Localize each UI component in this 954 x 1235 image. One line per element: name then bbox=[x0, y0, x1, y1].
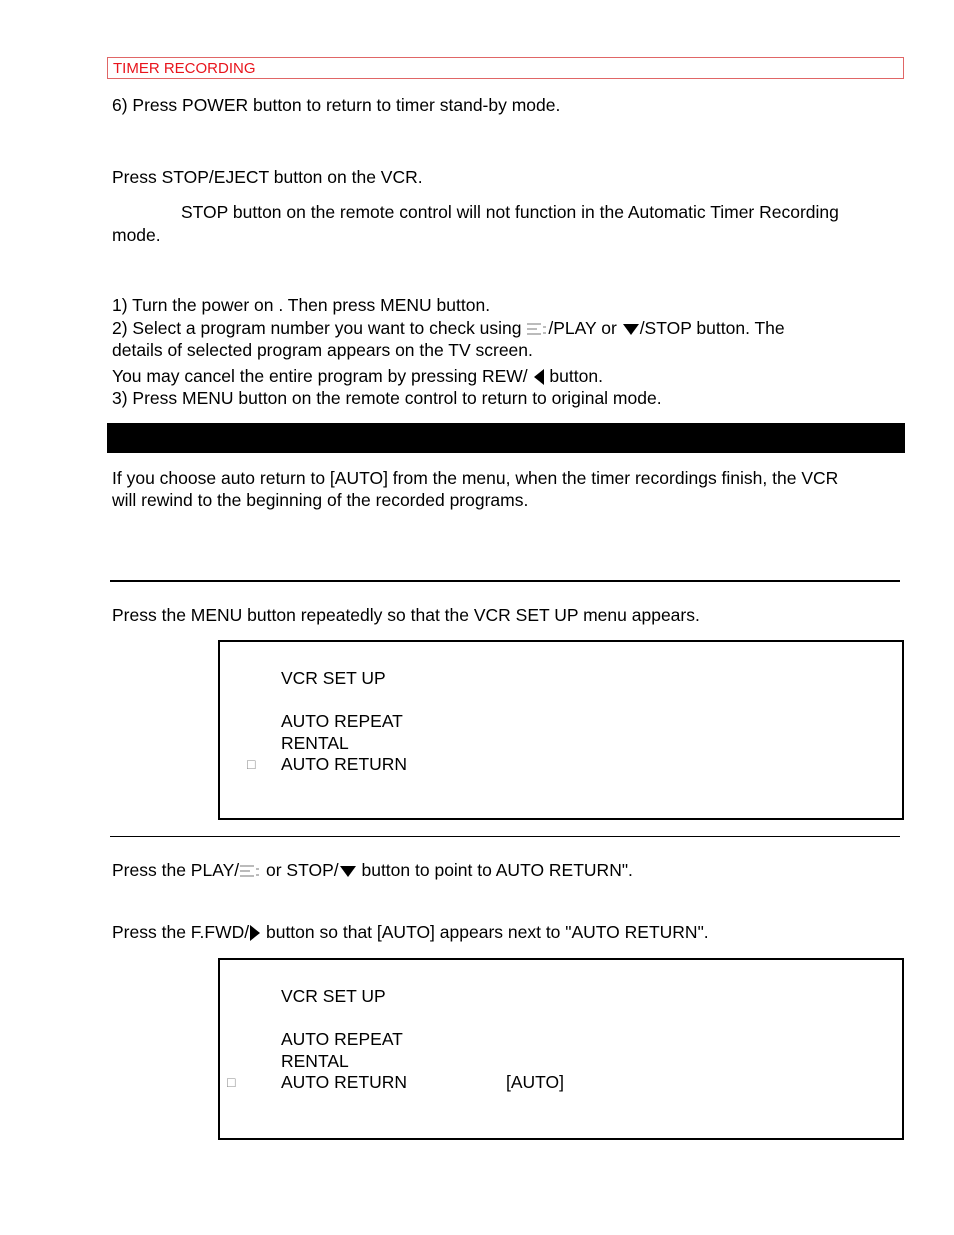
down-triangle-icon bbox=[622, 322, 640, 336]
play-icon bbox=[239, 862, 261, 880]
check-step-3: 3) Press MENU button on the remote control to return to original mode. bbox=[112, 388, 662, 408]
menu-2-item-auto-return: AUTO RETURN bbox=[281, 1072, 408, 1092]
divider-line bbox=[110, 580, 900, 582]
auto-return-step-3-a: Press the F.FWD/ bbox=[112, 922, 250, 942]
cancel-instruction: Press STOP/EJECT button on the VCR. bbox=[112, 167, 423, 187]
check-step-2-line-2: details of selected program appears on the TV screen. bbox=[112, 340, 533, 360]
menu-2-item-auto-repeat: AUTO REPEAT bbox=[281, 1029, 403, 1049]
cancel-program-a: You may cancel the entire program by pressing REW/ bbox=[112, 366, 528, 386]
auto-return-step-1: Press the MENU button repeatedly so that the VCR SET UP menu appears. bbox=[112, 605, 700, 625]
right-triangle-icon bbox=[249, 924, 261, 942]
section-divider-bar bbox=[107, 423, 905, 453]
auto-return-para-2: will rewind to the beginning of the recorded programs. bbox=[112, 490, 529, 510]
menu-1-item-auto-return: AUTO RETURN bbox=[281, 754, 408, 774]
play-icon bbox=[526, 320, 548, 338]
auto-return-step-3 bbox=[112, 921, 709, 943]
menu-2-title: VCR SET UP bbox=[281, 986, 386, 1006]
auto-return-para-1: If you choose auto return to [AUTO] from the menu, when the timer recordings finish, the VCR bbox=[112, 468, 839, 488]
thin-divider-line bbox=[110, 836, 900, 837]
menu-1-pointer-icon: □ bbox=[247, 756, 256, 772]
menu-2-auto-value: [AUTO] bbox=[506, 1072, 565, 1092]
check-step-2-c: /STOP button. The bbox=[639, 318, 785, 338]
note-line-2: mode. bbox=[112, 225, 161, 245]
auto-return-step-2 bbox=[112, 859, 633, 881]
section-header-title: TIMER RECORDING bbox=[113, 60, 256, 77]
check-step-2-a: 2) Select a program number you want to check using bbox=[112, 318, 522, 338]
auto-return-step-2-c: button to point to AUTO RETURN". bbox=[361, 860, 633, 880]
section-header bbox=[107, 57, 904, 79]
cancel-program-b: button. bbox=[549, 366, 603, 386]
auto-return-step-2-a: Press the PLAY/ bbox=[112, 860, 240, 880]
menu-1-item-rental: RENTAL bbox=[281, 733, 349, 753]
menu-1-title: VCR SET UP bbox=[281, 668, 386, 688]
auto-return-step-3-b: button so that [AUTO] appears next to "AUTO RETURN". bbox=[265, 922, 709, 942]
note-line-1: STOP button on the remote control will not function in the Automatic Timer Recording bbox=[181, 202, 839, 222]
check-step-2 bbox=[112, 317, 785, 339]
menu-2-item-rental: RENTAL bbox=[281, 1051, 349, 1071]
left-triangle-icon bbox=[533, 368, 545, 386]
auto-return-step-2-b: or STOP/ bbox=[265, 860, 339, 880]
menu-screen-1 bbox=[218, 640, 904, 820]
menu-2-pointer-icon: □ bbox=[227, 1074, 236, 1090]
down-triangle-icon bbox=[339, 864, 357, 878]
menu-1-item-auto-repeat: AUTO REPEAT bbox=[281, 711, 403, 731]
step-6-text: 6) Press POWER button to return to timer stand-by mode. bbox=[112, 95, 561, 115]
check-step-1: 1) Turn the power on . Then press MENU button. bbox=[112, 295, 491, 315]
check-step-2-b: /PLAY or bbox=[548, 318, 617, 338]
cancel-program-text bbox=[112, 365, 603, 387]
menu-screen-2 bbox=[218, 958, 904, 1140]
